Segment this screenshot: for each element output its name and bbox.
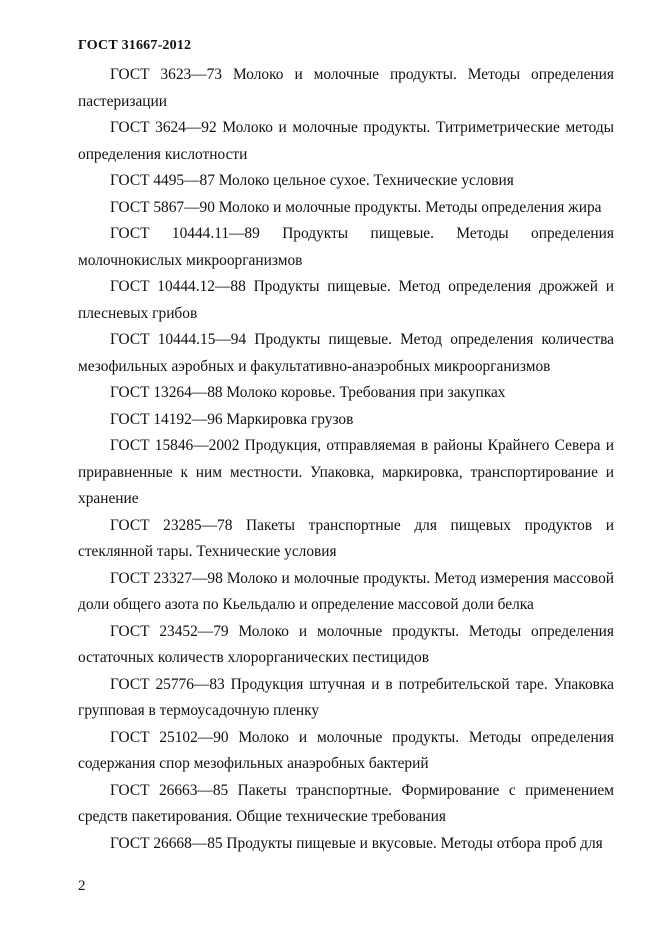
page-number: 2 [78,878,86,894]
reference-item: ГОСТ 23327—98 Молоко и молочные продукты. Метод измерения массовой доли общего азота по Кьельдалю и определение массовой доли белка [78,569,614,613]
reference-item: ГОСТ 25776—83 Продукция штучная и в потребительской таре. Упаковка групповая в термоусадочную пленку [78,675,614,719]
reference-item: ГОСТ 4495—87 Молоко цельное сухое. Технические условия [110,172,514,189]
reference-item: ГОСТ 15846—2002 Продукция, отправляемая в районы Крайнего Севера и приравненные к ним местности. Упаковка, маркировка, транспортирование и хранение [78,437,614,507]
reference-item: ГОСТ 5867—90 Молоко и молочные продукты. Методы определения жира [110,198,602,216]
reference-item: ГОСТ 3623—73 Молоко и молочные продукты. Методы определения пастеризации [78,66,614,110]
reference-item: ГОСТ 10444.12—88 Продукты пищевые. Метод определения дрожжей и плесневых грибов [78,278,614,322]
reference-item: ГОСТ 26663—85 Пакеты транспортные. Формирование с применением средств пакетирования. Общие технические требования [78,781,614,825]
normative-references-list [78,62,614,857]
reference-item: ГОСТ 13264—88 Молоко коровье. Требования при закупках [110,384,506,401]
reference-item: ГОСТ 14192—96 Маркировка грузов [110,410,354,428]
reference-item: ГОСТ 10444.11—89 Продукты пищевые. Методы определения молочнокислых микроорганизмов [78,225,614,269]
reference-item: ГОСТ 26668—85 Продукты пищевые и вкусовые. Методы отбора проб для [110,834,603,852]
reference-item: ГОСТ 23285—78 Пакеты транспортные для пищевых продуктов и стеклянной тары. Технические условия [78,516,614,560]
document-header: ГОСТ 31667-2012 [78,38,192,53]
reference-item: ГОСТ 10444.15—94 Продукты пищевые. Метод определения количества мезофильных аэробных и факультативно-анаэробных микроорганизмов [78,331,614,375]
reference-item: ГОСТ 3624—92 Молоко и молочные продукты. Титриметрические методы определения кислотности [78,119,614,163]
reference-item: ГОСТ 23452—79 Молоко и молочные продукты. Методы определения остаточных количеств хлорорганических пестицидов [78,622,614,666]
reference-item: ГОСТ 25102—90 Молоко и молочные продукты. Методы определения содержания спор мезофильных анаэробных бактерий [78,728,614,772]
